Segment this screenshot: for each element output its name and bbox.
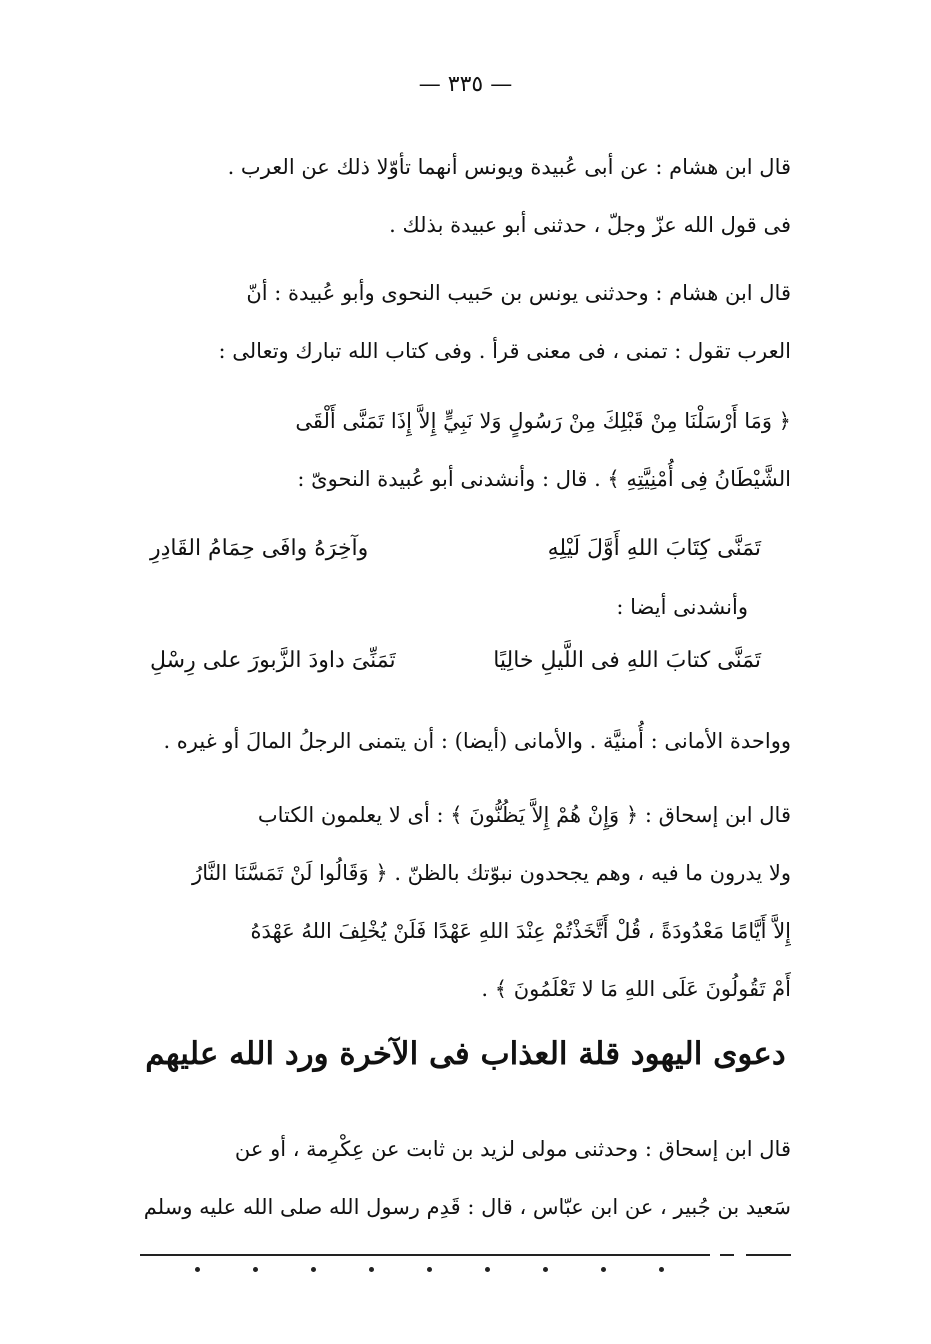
paragraph-amani [130,712,791,770]
page-number: — ٣٣٥ — [418,72,513,97]
recite-again-line [130,578,748,636]
poetry-verse-2 [140,636,791,686]
verse-first-hemistich: تَمَنَّى كتابَ اللهِ فى اللَّيلِ خالِيًا [493,648,761,673]
footnote-dot-row [195,1267,695,1279]
verse-second-hemistich: وآخِرَهُ وافَى حِمَامُ القَادِرِ [150,536,369,561]
text-line: فى قول الله عزّ وجلّ ، حدثنى أبو عبيدة بذلك . [389,213,791,237]
text-line: وأنشدنى أيضا : [616,595,748,619]
paragraph-ibn-hisham-1 [130,138,791,254]
footnote-rule-dash [746,1254,791,1256]
poetry-verse-1 [140,524,791,574]
footnote-rule-dash [720,1254,734,1256]
paragraph-quran-verse [130,392,791,508]
paragraph-ibn-ishaq-1 [130,786,791,1018]
footnote-dot [253,1267,258,1272]
footnote-dot [427,1267,432,1272]
text-line: سَعيد بن جُبير ، عن ابن عبّاس ، قال : قَدِم رسول الله صلى الله عليه وسلم [143,1195,791,1219]
text-line: أَمْ تَقُولُونَ عَلَى اللهِ مَا لا تَعْلَمُونَ ﴾ . [481,977,791,1001]
text-line: قال ابن إسحاق : وحدثنى مولى لزيد بن ثابت عن عِكْرِمة ، أو عن [234,1137,791,1161]
section-heading: دعوى اليهود قلة العذاب فى الآخرة ورد الله عليهم [145,1036,786,1072]
footnote-dot [195,1267,200,1272]
verse-first-hemistich: تَمَنَّى كِتَابَ اللهِ أَوَّلَ لَيْلِهِ [547,536,761,561]
text-line: قال ابن إسحاق : ﴿ وَإِنْ هُمْ إِلاَّ يَظُنُّونَ ﴾ : أى لا يعلمون الكتاب [257,803,791,827]
verse-second-hemistich: تَمَنِّىَ داودَ الزَّبورَ على رِسْلِ [150,648,396,673]
paragraph-ibn-ishaq-2 [130,1120,791,1236]
footnote-dot [543,1267,548,1272]
footnote-dot [311,1267,316,1272]
text-line: العرب تقول : تمنى ، فى معنى قرأ . وفى كتاب الله تبارك وتعالى : [218,339,791,363]
text-line: الشَّيْطَانُ فِى أُمْنِيَّتِهِ ﴾ . قال : وأنشدنى أبو عُبيدة النحوىّ : [297,467,791,491]
text-line: إِلاَّ أَيَّامًا مَعْدُودَةً ، قُلْ أَتَّخَذْتُمْ عِنْدَ اللهِ عَهْدًا فَلَنْ يُخْلِفَ اللهُ عَهْدَهُ [250,919,791,943]
footnote-dot [601,1267,606,1272]
footnote-dot [369,1267,374,1272]
paragraph-ibn-hisham-2 [130,264,791,380]
footnote-rule [140,1254,710,1256]
footnote-dot [659,1267,664,1272]
text-line: ولا يدرون ما فيه ، وهم يجحدون نبوّتك بالظنّ . ﴿ وَقَالُوا لَنْ تَمَسَّنَا النَّارُ [192,861,791,885]
text-line: وواحدة الأمانى : أُمنيَّة . والأمانى (أيضا) : أن يتمنى الرجلُ المالَ أو غيره . [163,729,791,753]
text-line: ﴿ وَمَا أَرْسَلْنَا مِنْ قَبْلِكَ مِنْ رَسُولٍ وَلا نَبِيٍّ إِلاَّ إِذَا تَمَنَّى أَلْقَى [295,409,791,433]
text-line: قال ابن هشام : عن أبى عُبيدة ويونس أنهما تأوّلا ذلك عن العرب . [227,155,791,179]
footnote-dot [485,1267,490,1272]
text-line: قال ابن هشام : وحدثنى يونس بن حَبيب النحوى وأبو عُبيدة : أنّ [246,281,791,305]
